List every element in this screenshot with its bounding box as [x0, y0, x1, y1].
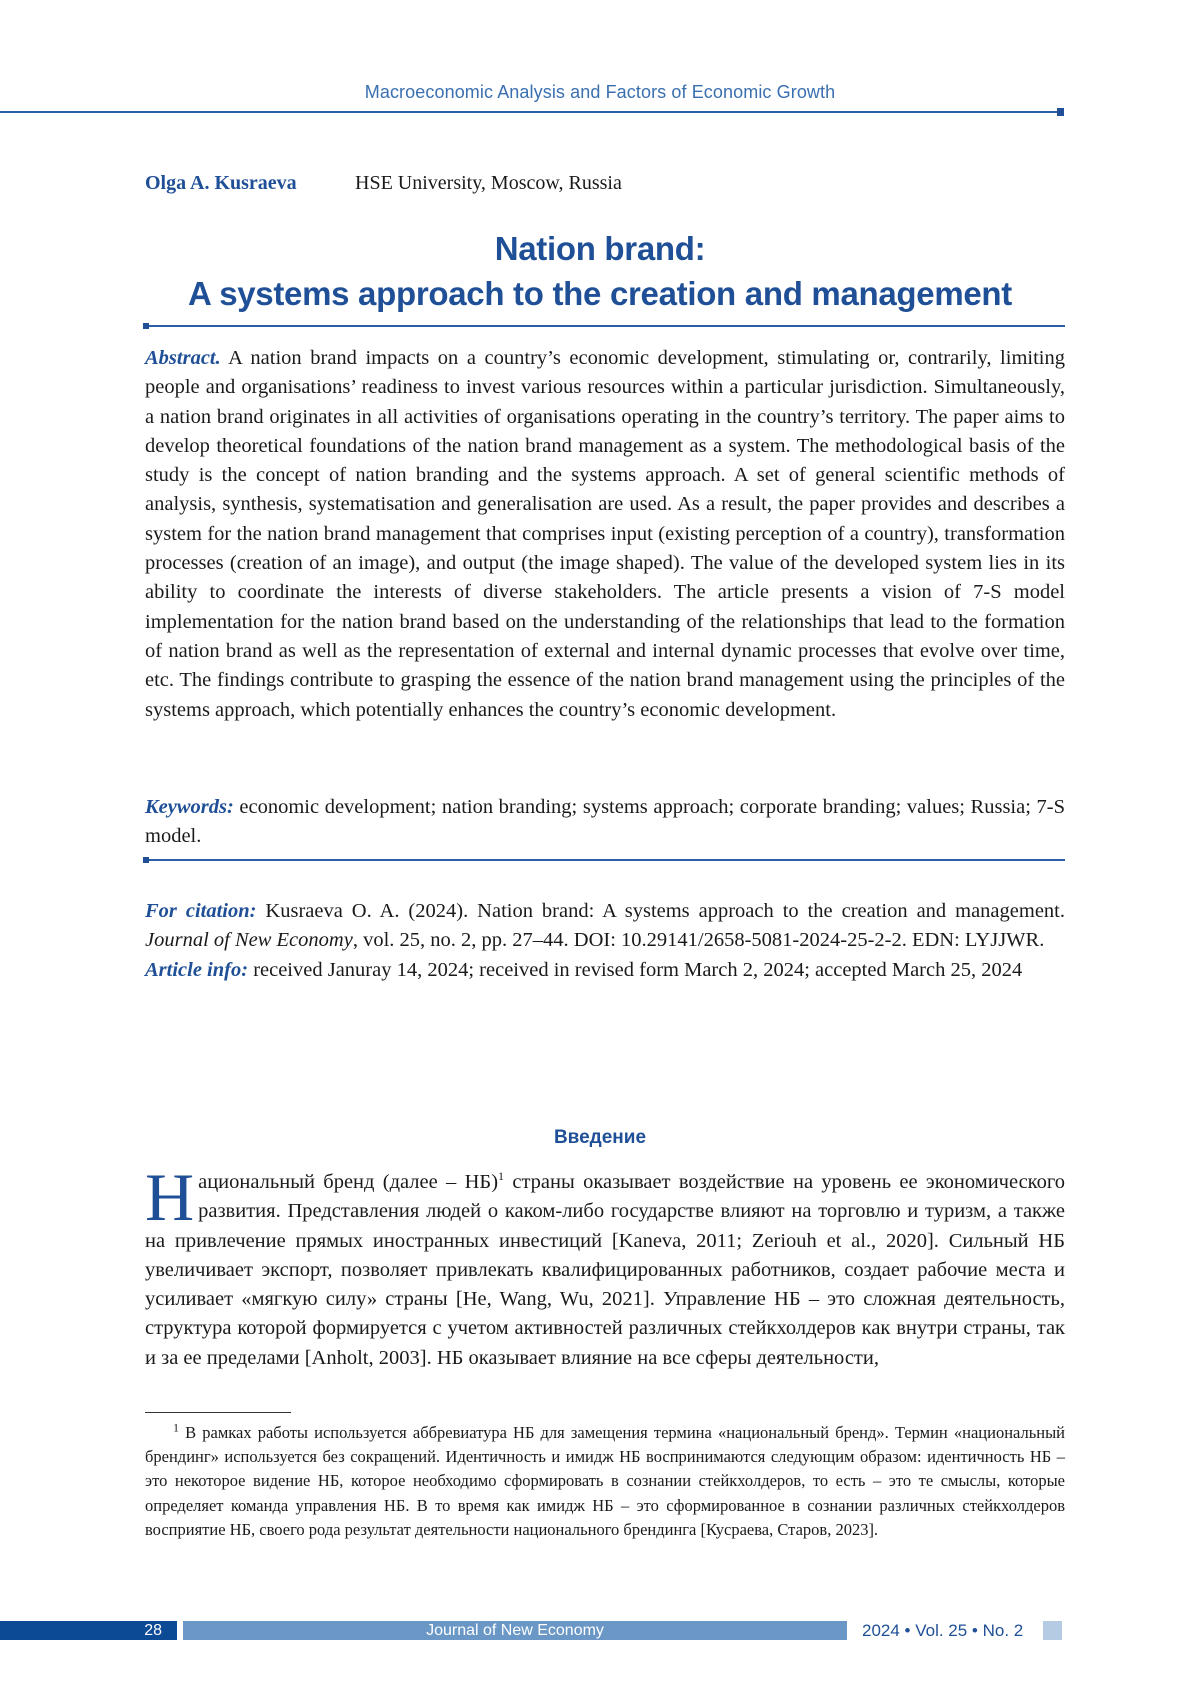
title-line-2: A systems approach to the creation and management [188, 275, 1012, 312]
author-affiliation: HSE University, Moscow, Russia [355, 172, 622, 194]
footnote-number: 1 [173, 1420, 179, 1435]
abstract-text: A nation brand impacts on a country’s economic development, stimulating or, contrarily, limiting people and organisations’ readiness to invest various resources within a particular jurisdiction. Simultaneously, a nation brand originates in all activities of organisations operating in the country’s territory. The paper aims to develop theoretical foundations of the nation brand management as a system. The methodological basis of the study is the concept of nation branding and the systems approach. A set of general scientific methods of analysis, synthesis, systematisation and generalisation are used. As a result, the paper provides and describes a system for the nation brand management that comprises input (existing perception of a country), transformation processes (creation of an image), and output (the image shaped). The value of the developed system lies in its ability to coordinate the interests of diverse stakeholders. The article presents a vision of 7-S model implementation for the nation brand based on the understanding of the relationships that lead to the formation of nation brand as well as the representation of external and internal dynamic processes that evolve over time, etc. The findings contribute to grasping the essence of the nation brand management using the principles of the systems approach, which potentially enhances the country’s economic development. [145, 347, 1065, 721]
article-info-label: Article info: [145, 958, 249, 981]
article-info-text: received Januray 14, 2024; received in revised form March 2, 2024; accepted March 25, 2024 [248, 958, 1023, 981]
citation-text: Kusraeva O. A. (2024). Nation brand: A systems approach to the creation and management. [256, 900, 1065, 922]
keywords [145, 793, 1065, 852]
keywords-rule-marker [143, 857, 149, 863]
citation-details: , vol. 25, no. 2, pp. 27–44. DOI: 10.29141/2658-5081-2024-25-2-2. EDN: LYJJWR. [352, 929, 1045, 952]
keywords-text: economic development; nation branding; systems approach; corporate branding; values; Russia; 7-S model. [145, 796, 1065, 848]
intro-text-rest: страны оказывает воздействие на уровень ее экономического развития. Представления людей о каком-либо государстве влияют на торговлю и туризм, а также на привлечение прямых иностранных инвестиций [Kaneva, 2011; Zeriouh et al., 2020]. Сильный НБ увеличивает экспорт, позволяет привлекать квалифицированных работников, создает рабочие места и усиливает «мягкую силу» страны [He, Wang, Wu, 2021]. Управление НБ – это сложная деятельность, структура которой формируется с учетом активностей различных стейкхолдеров как внутри страны, так и за ее пределами [Anholt, 2003]. НБ оказывает влияние на все сферы деятельности, [145, 1171, 1065, 1369]
footnote-rule [145, 1412, 291, 1413]
footer-issue: 2024 • Vol. 25 • No. 2 [862, 1621, 1024, 1640]
running-head: Macroeconomic Analysis and Factors of Economic Growth [364, 82, 836, 102]
footer-journal-name: Journal of New Economy [183, 1621, 847, 1640]
citation-journal: Journal of New Economy [145, 929, 353, 952]
abstract [145, 344, 1065, 725]
header-rule [0, 111, 1060, 113]
page-footer [0, 1621, 1200, 1640]
introduction-paragraph [145, 1159, 1065, 1373]
section-heading-introduction: Введение [553, 1127, 647, 1148]
page-number: 28 [0, 1621, 177, 1640]
article-title [100, 226, 1100, 316]
intro-text-start: ациональный бренд (далее – НБ) [198, 1171, 499, 1193]
keywords-label: Keywords: [145, 796, 234, 818]
keywords-rule [145, 859, 1065, 861]
drop-cap: Н [145, 1159, 195, 1235]
footer-end-block [1043, 1621, 1062, 1640]
citation [145, 897, 1065, 985]
footnote [145, 1421, 1065, 1542]
footnote-reference[interactable]: 1 [498, 1169, 505, 1184]
citation-label: For citation: [145, 900, 257, 922]
author-line [145, 172, 622, 195]
author-name: Olga A. Kusraeva [145, 172, 297, 194]
title-line-1: Nation brand: [494, 230, 706, 267]
title-rule [145, 325, 1065, 327]
title-rule-marker [143, 323, 149, 329]
footnote-text: В рамках работы используется аббревиатура НБ для замещения термина «национальный бренд». Термин «национальный брендинг» используется без сокращений. Идентичность и имидж НБ воспринимаются следующим образом: идентичность НБ – это некоторое видение НБ, которое необходимо сформировать в сознании стейкхолдеров, то есть – это те смыслы, которые определяет команда управления НБ. В то время как имидж НБ – это сформированное в сознании различных стейкхолдеров восприятие НБ, своего рода результат деятельности национального брендинга [Кусраева, Старов, 2023]. [145, 1423, 1065, 1539]
abstract-label: Abstract. [145, 347, 221, 369]
header-rule-end-marker [1057, 108, 1064, 116]
